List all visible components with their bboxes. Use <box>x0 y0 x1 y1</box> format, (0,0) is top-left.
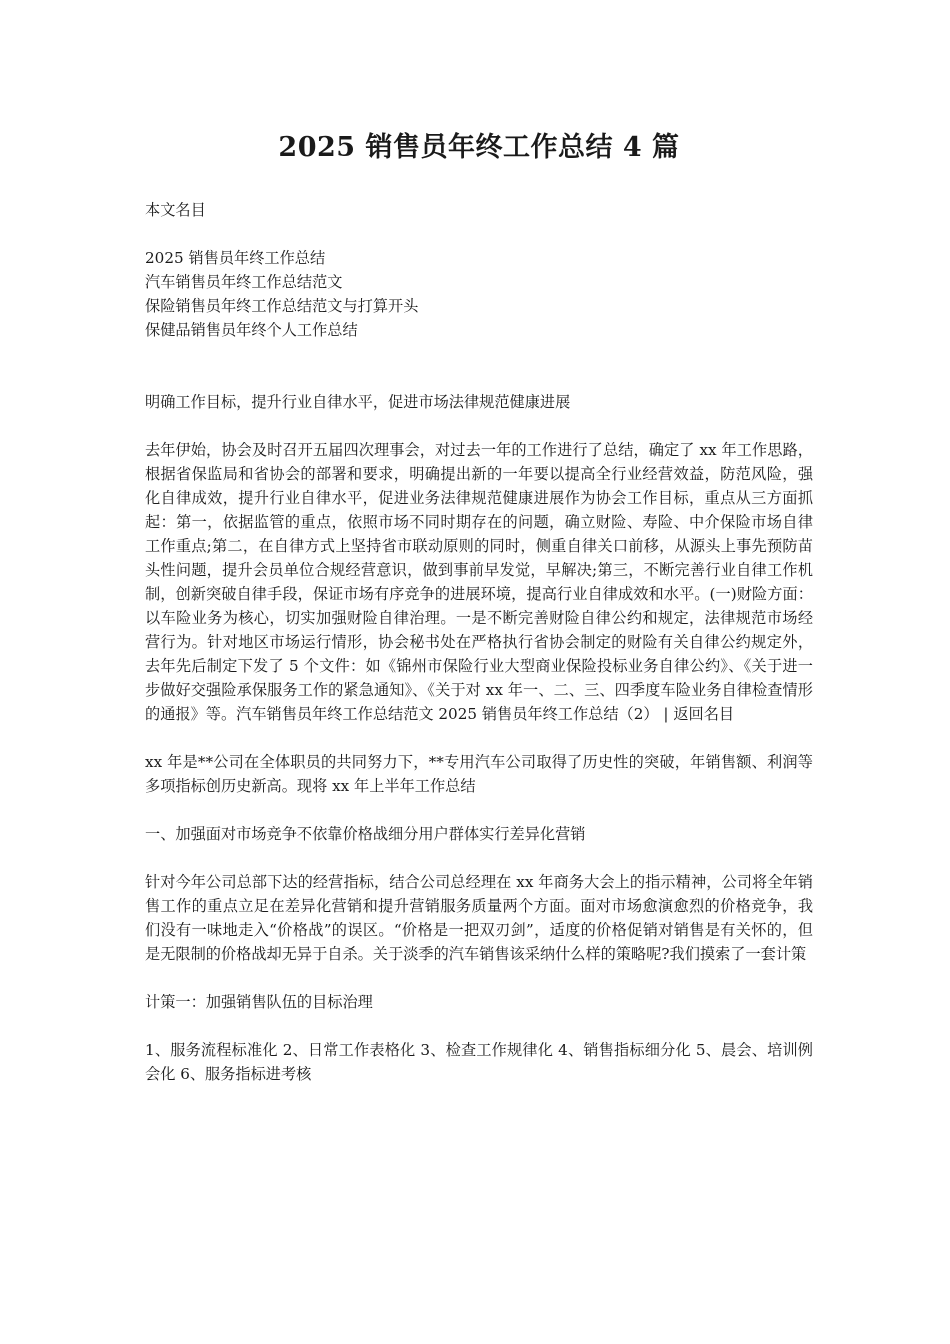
section-heading: 明确工作目标，提升行业自律水平，促进市场法律规范健康进展 <box>145 393 571 411</box>
body-paragraph: 1、服务流程标准化 2、日常工作表格化 3、检查工作规律化 4、销售指标细分化 5、晨会、培训例会化 6、服务指标进考核 <box>145 1041 813 1083</box>
toc-list <box>145 246 813 342</box>
document-title: 2025 销售员年终工作总结 4 篇 <box>278 132 680 163</box>
body-paragraph: 针对今年公司总部下达的经营指标，结合公司总经理在 xx 年商务大会上的指示精神，公司将全年销售工作的重点立足在差异化营销和提升营销服务质量两个方面。面对市场愈演愈烈的价格竞争，我们没有一味地走入“价格战”的误区。“价格是一把双刃剑”，适度的价格促销对销售是有关怀的，但是无限制的价格战却无异于自杀。关于淡季的汽车销售该采纳什么样的策略呢?我们摸索了一套计策 <box>145 873 813 963</box>
document-page <box>145 128 813 1086</box>
body-paragraph: 去年伊始，协会及时召开五届四次理事会，对过去一年的工作进行了总结，确定了 xx 年工作思路，根据省保监局和省协会的部署和要求，明确提出新的一年要以提高全行业经营效益，防范风险，强化自律成效，提升行业自律水平，促进业务法律规范健康进展作为协会工作目标，重点从三方面抓起：第一，依据监管的重点，依照市场不同时期存在的问题，确立财险、寿险、中介保险市场自律工作重点;第二，在自律方式上坚持省市联动原则的同时，侧重自律关口前移，从源头上事先预防苗头性问题，提升会员单位合规经营意识，做到事前早发觉，早解决;第三，不断完善行业自律工作机制，创新突破自律手段，保证市场有序竞争的进展环境，提高行业自律成效和水平。(一)财险方面：以车险业务为核心，切实加强财险自律治理。一是不断完善财险自律公约和规定，法律规范市场经营行为。针对地区市场运行情形，协会秘书处在严格执行省协会制定的财险有关自律公约规定外，去年先后制定下发了 5 个文件：如《锦州市保险行业大型商业保险投标业务自律公约》、《关于进一步做好交强险承保服务工作的紧急通知》、《关于对 xx 年一、二、三、四季度车险业务自律检查情形的通报》等。汽车销售员年终工作总结范文 2025 销售员年终工作总结（2） | 返回名目 <box>145 441 813 723</box>
body-paragraph: xx 年是**公司在全体职员的共同努力下，**专用汽车公司取得了历史性的突破，年销售额、利润等多项指标创历史新高。现将 xx 年上半年工作总结 <box>145 753 813 795</box>
toc-item[interactable]: 保险销售员年终工作总结范文与打算开头 <box>145 297 419 315</box>
toc-item[interactable]: 保健品销售员年终个人工作总结 <box>145 321 358 339</box>
section-heading: 一、加强面对市场竞争不依靠价格战细分用户群体实行差异化营销 <box>145 825 586 843</box>
toc-item[interactable]: 2025 销售员年终工作总结 <box>145 249 326 267</box>
section-heading: 计策一：加强销售队伍的目标治理 <box>145 993 373 1011</box>
toc-heading: 本文名目 <box>145 201 206 219</box>
toc-item[interactable]: 汽车销售员年终工作总结范文 <box>145 273 343 291</box>
